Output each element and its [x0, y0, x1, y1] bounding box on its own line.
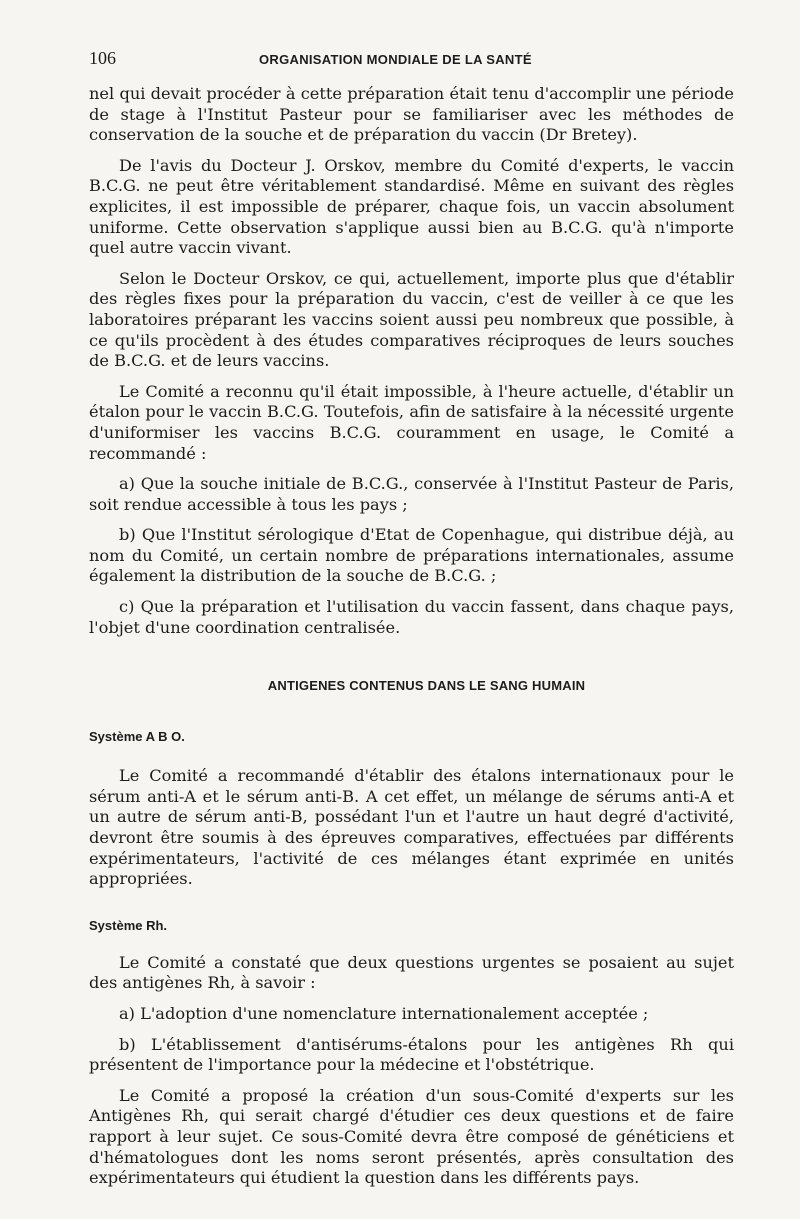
paragraph-continued: nel qui devait procéder à cette préparation était tenu d'accomplir une période de stage à l'Institut Pasteur pour se familiariser avec les méthodes de conservation de la souche et de préparation du vaccin (Dr Bretey). — [89, 84, 734, 145]
paragraph-orskov-priority: Selon le Docteur Orskov, ce qui, actuellement, importe plus que d'établir des règles fixes pour la préparation du vaccin, c'est de veiller à ce que les laboratoires préparant les vaccins soient aussi peu nombreux que possible, à ce qu'ils procèdent à des études comparatives réciproques de leurs souches de B.C.G. et de leurs vaccins. — [89, 268, 734, 371]
recommendation-b: b) Que l'Institut sérologique d'Etat de Copenhague, qui distribue déjà, au nom du Comité, un certain nombre de préparations internationales, assume également la distribution de la souche de B.C.G. ; — [89, 525, 734, 586]
subsection-heading-rh: Système Rh. — [89, 917, 168, 933]
paragraph-abo: Le Comité a recommandé d'établir des étalons internationaux pour le sérum anti-A et le sérum anti-B. A cet effet, un mélange de sérums anti-A et un autre de sérum anti-B, possédant l'un et l'autre un haut degré d'activité, devront être soumis à des épreuves comparatives, effectuées par différents expérimentateurs, l'activité de ces mélanges étant exprimée en unités appropriées. — [89, 766, 734, 889]
paragraph-rh-closing: Le Comité a proposé la création d'un sous-Comité d'experts sur les Antigènes Rh, qui serait chargé d'étudier ces deux questions et de faire rapport à leur sujet. Ce sous-Comité devra être composé de généticiens et d'hématologues dont les noms seront présentés, après consultation des expérimentateurs qui étudient la question dans les différents pays. — [89, 1085, 734, 1188]
recommendation-c: c) Que la préparation et l'utilisation du vaccin fassent, dans chaque pays, l'objet d'une coordination centralisée. — [89, 597, 734, 637]
document-page — [89, 48, 734, 1189]
recommendation-a: a) Que la souche initiale de B.C.G., conservée à l'Institut Pasteur de Paris, soit rendue accessible à tous les pays ; — [89, 474, 734, 514]
paragraph-rh-intro: Le Comité a constaté que deux questions urgentes se posaient au sujet des antigènes Rh, à savoir : — [89, 952, 734, 993]
subsection-heading-abo: Système A B O. — [89, 729, 185, 745]
rh-item-a: a) L'adoption d'une nomenclature internationalement acceptée ; — [119, 1004, 649, 1023]
rh-item-b: b) L'établissement d'antisérums-étalons pour les antigènes Rh qui présentent de l'importance pour la médecine et l'obstétrique. — [89, 1034, 734, 1075]
page-number: 106 — [89, 48, 116, 68]
section-title: ANTIGENES CONTENUS DANS LE SANG HUMAIN — [267, 678, 586, 694]
paragraph-orskov-opinion: De l'avis du Docteur J. Orskov, membre du Comité d'experts, le vaccin B.C.G. ne peut être véritablement standardisé. Même en suivant des règles explicites, il est impossible de préparer, chaque fois, un vaccin absolument uniforme. Cette observation s'applique aussi bien au B.C.G. qu'à n'importe quel autre vaccin vivant. — [89, 155, 734, 258]
paragraph-committee-recommendation: Le Comité a reconnu qu'il était impossible, à l'heure actuelle, d'établir un étalon pour le vaccin B.C.G. Toutefois, afin de satisfaire à la nécessité urgente d'uniformiser les vaccins B.C.G. couramment en usage, le Comité a recommandé : — [89, 381, 734, 463]
running-title: ORGANISATION MONDIALE DE LA SANTÉ — [259, 52, 532, 67]
page-header — [89, 48, 734, 78]
